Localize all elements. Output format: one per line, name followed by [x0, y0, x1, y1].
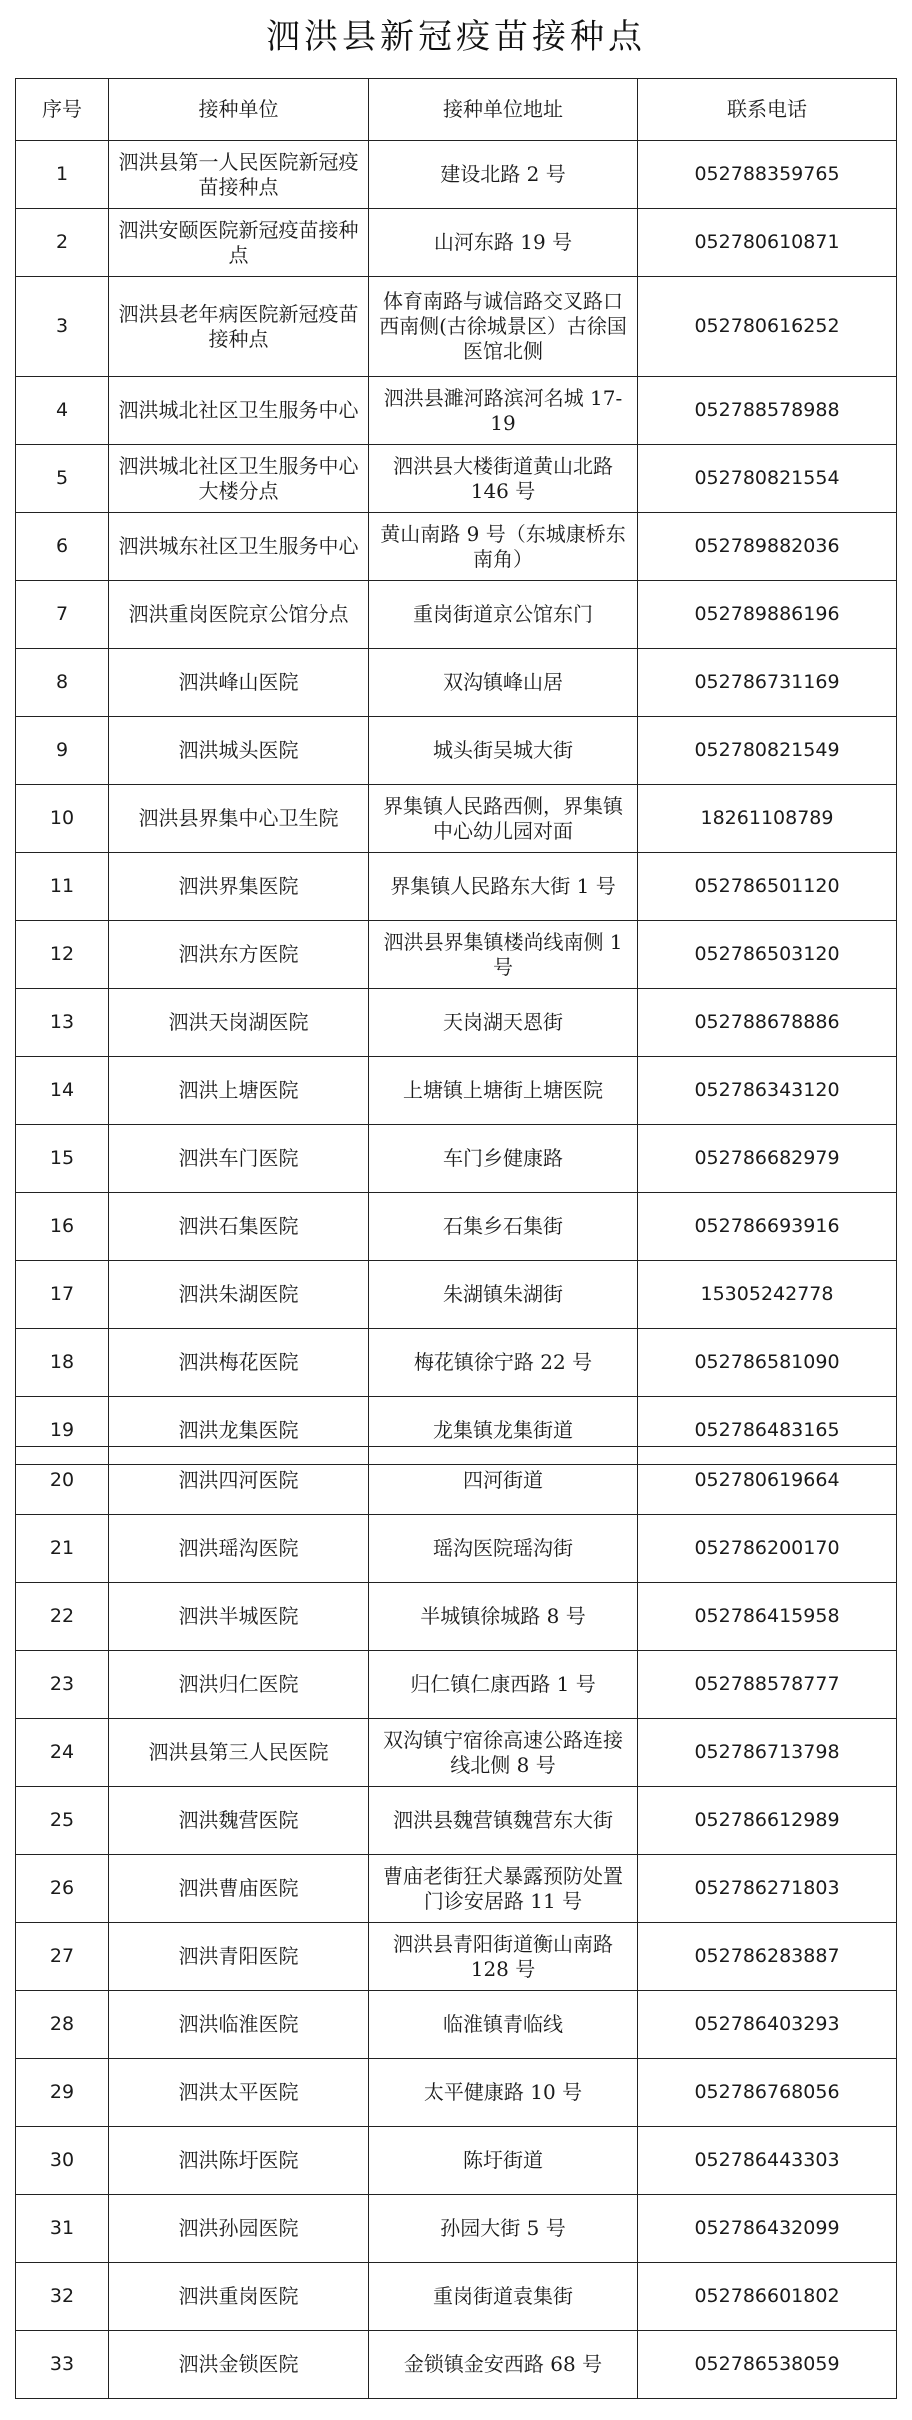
vaccination-unit-cell: 泗洪天岗湖医院 — [109, 989, 369, 1057]
vaccination-unit-cell: 泗洪魏营医院 — [109, 1787, 369, 1855]
row-number-cell: 26 — [16, 1855, 109, 1923]
vaccination-unit-cell: 泗洪城头医院 — [109, 717, 369, 785]
table-row — [16, 277, 897, 377]
vaccination-unit-cell: 泗洪青阳医院 — [109, 1923, 369, 1991]
table-row — [16, 2127, 897, 2195]
row-number-cell: 18 — [16, 1329, 109, 1397]
row-number-cell: 16 — [16, 1193, 109, 1261]
phone-number-cell: 052786581090 — [638, 1329, 897, 1397]
row-number-cell: 21 — [16, 1515, 109, 1583]
phone-number-cell: 052786503120 — [638, 921, 897, 989]
vaccination-unit-cell: 泗洪县第三人民医院 — [109, 1719, 369, 1787]
phone-number-cell: 052788578988 — [638, 377, 897, 445]
vaccination-unit-cell: 泗洪界集医院 — [109, 853, 369, 921]
vaccination-unit-cell: 泗洪龙集医院 — [109, 1397, 369, 1465]
row-number-cell: 31 — [16, 2195, 109, 2263]
table-row — [16, 1515, 897, 1583]
table-row — [16, 853, 897, 921]
vaccination-sites-table-part1 — [15, 78, 897, 1465]
unit-address-cell: 陈圩街道 — [369, 2127, 638, 2195]
row-number-cell: 33 — [16, 2331, 109, 2399]
row-number-cell: 8 — [16, 649, 109, 717]
table-row — [16, 2059, 897, 2127]
vaccination-unit-cell: 泗洪上塘医院 — [109, 1057, 369, 1125]
header-unit: 接种单位 — [109, 79, 369, 141]
table-row — [16, 141, 897, 209]
row-number-cell: 24 — [16, 1719, 109, 1787]
row-number-cell: 19 — [16, 1397, 109, 1465]
unit-address-cell: 石集乡石集街 — [369, 1193, 638, 1261]
table-row — [16, 1261, 897, 1329]
unit-address-cell: 双沟镇宁宿徐高速公路连接线北侧 8 号 — [369, 1719, 638, 1787]
table-row — [16, 445, 897, 513]
unit-address-cell: 重岗街道京公馆东门 — [369, 581, 638, 649]
phone-number-cell: 15305242778 — [638, 1261, 897, 1329]
phone-number-cell: 052789886196 — [638, 581, 897, 649]
vaccination-unit-cell: 泗洪县界集中心卫生院 — [109, 785, 369, 853]
table-row — [16, 1923, 897, 1991]
vaccination-sites-table-part2 — [15, 1446, 897, 2399]
unit-address-cell: 车门乡健康路 — [369, 1125, 638, 1193]
unit-address-cell: 金锁镇金安西路 68 号 — [369, 2331, 638, 2399]
table-row — [16, 989, 897, 1057]
table-row — [16, 377, 897, 445]
row-number-cell: 2 — [16, 209, 109, 277]
row-number-cell: 6 — [16, 513, 109, 581]
row-number-cell: 3 — [16, 277, 109, 377]
vaccination-unit-cell: 泗洪四河医院 — [109, 1447, 369, 1515]
row-number-cell: 11 — [16, 853, 109, 921]
phone-number-cell: 052786731169 — [638, 649, 897, 717]
unit-address-cell: 太平健康路 10 号 — [369, 2059, 638, 2127]
unit-address-cell: 半城镇徐城路 8 号 — [369, 1583, 638, 1651]
row-number-cell: 30 — [16, 2127, 109, 2195]
table-row — [16, 2331, 897, 2399]
table-row — [16, 2195, 897, 2263]
phone-number-cell: 052788578777 — [638, 1651, 897, 1719]
phone-number-cell: 052780821549 — [638, 717, 897, 785]
unit-address-cell: 泗洪县大楼街道黄山北路 146 号 — [369, 445, 638, 513]
row-number-cell: 17 — [16, 1261, 109, 1329]
vaccination-unit-cell: 泗洪半城医院 — [109, 1583, 369, 1651]
vaccination-unit-cell: 泗洪太平医院 — [109, 2059, 369, 2127]
unit-address-cell: 临淮镇青临线 — [369, 1991, 638, 2059]
phone-number-cell: 052786443303 — [638, 2127, 897, 2195]
unit-address-cell: 龙集镇龙集街道 — [369, 1397, 638, 1465]
vaccination-unit-cell: 泗洪金锁医院 — [109, 2331, 369, 2399]
phone-number-cell: 052786682979 — [638, 1125, 897, 1193]
vaccination-unit-cell: 泗洪梅花医院 — [109, 1329, 369, 1397]
phone-number-cell: 052786612989 — [638, 1787, 897, 1855]
unit-address-cell: 瑶沟医院瑶沟街 — [369, 1515, 638, 1583]
phone-number-cell: 052786483165 — [638, 1397, 897, 1465]
table-row — [16, 581, 897, 649]
unit-address-cell: 山河东路 19 号 — [369, 209, 638, 277]
header-number: 序号 — [16, 79, 109, 141]
table-row — [16, 1193, 897, 1261]
phone-number-cell: 052786200170 — [638, 1515, 897, 1583]
table-row — [16, 1991, 897, 2059]
row-number-cell: 9 — [16, 717, 109, 785]
unit-address-cell: 天岗湖天恩街 — [369, 989, 638, 1057]
row-number-cell: 32 — [16, 2263, 109, 2331]
row-number-cell: 10 — [16, 785, 109, 853]
row-number-cell: 23 — [16, 1651, 109, 1719]
vaccination-unit-cell: 泗洪东方医院 — [109, 921, 369, 989]
vaccination-unit-cell: 泗洪归仁医院 — [109, 1651, 369, 1719]
phone-number-cell: 052788359765 — [638, 141, 897, 209]
vaccination-unit-cell: 泗洪县第一人民医院新冠疫苗接种点 — [109, 141, 369, 209]
unit-address-cell: 曹庙老街狂犬暴露预防处置门诊安居路 11 号 — [369, 1855, 638, 1923]
phone-number-cell: 052780821554 — [638, 445, 897, 513]
vaccination-unit-cell: 泗洪城北社区卫生服务中心大楼分点 — [109, 445, 369, 513]
row-number-cell: 12 — [16, 921, 109, 989]
phone-number-cell: 052786403293 — [638, 1991, 897, 2059]
unit-address-cell: 朱湖镇朱湖街 — [369, 1261, 638, 1329]
unit-address-cell: 梅花镇徐宁路 22 号 — [369, 1329, 638, 1397]
unit-address-cell: 孙园大街 5 号 — [369, 2195, 638, 2263]
unit-address-cell: 泗洪县魏营镇魏营东大街 — [369, 1787, 638, 1855]
phone-number-cell: 052780619664 — [638, 1447, 897, 1515]
unit-address-cell: 界集镇人民路东大街 1 号 — [369, 853, 638, 921]
row-number-cell: 13 — [16, 989, 109, 1057]
vaccination-unit-cell: 泗洪重岗医院 — [109, 2263, 369, 2331]
phone-number-cell: 052780610871 — [638, 209, 897, 277]
unit-address-cell: 建设北路 2 号 — [369, 141, 638, 209]
phone-number-cell: 052788678886 — [638, 989, 897, 1057]
table-row — [16, 1787, 897, 1855]
phone-number-cell: 052786713798 — [638, 1719, 897, 1787]
phone-number-cell: 18261108789 — [638, 785, 897, 853]
vaccination-unit-cell: 泗洪重岗医院京公馆分点 — [109, 581, 369, 649]
table-row — [16, 2263, 897, 2331]
table-row — [16, 1125, 897, 1193]
row-number-cell: 5 — [16, 445, 109, 513]
phone-number-cell: 052780616252 — [638, 277, 897, 377]
unit-address-cell: 黄山南路 9 号（东城康桥东南角） — [369, 513, 638, 581]
row-number-cell: 15 — [16, 1125, 109, 1193]
vaccination-unit-cell: 泗洪城北社区卫生服务中心 — [109, 377, 369, 445]
phone-number-cell: 052786768056 — [638, 2059, 897, 2127]
row-number-cell: 22 — [16, 1583, 109, 1651]
phone-number-cell: 052786271803 — [638, 1855, 897, 1923]
table-row — [16, 513, 897, 581]
unit-address-cell: 上塘镇上塘街上塘医院 — [369, 1057, 638, 1125]
phone-number-cell: 052789882036 — [638, 513, 897, 581]
row-number-cell: 20 — [16, 1447, 109, 1515]
table-row — [16, 1583, 897, 1651]
unit-address-cell: 四河街道 — [369, 1447, 638, 1515]
unit-address-cell: 重岗街道袁集街 — [369, 2263, 638, 2331]
phone-number-cell: 052786501120 — [638, 853, 897, 921]
phone-number-cell: 052786538059 — [638, 2331, 897, 2399]
phone-number-cell: 052786601802 — [638, 2263, 897, 2331]
vaccination-unit-cell: 泗洪陈圩医院 — [109, 2127, 369, 2195]
table-row — [16, 785, 897, 853]
table-row — [16, 1057, 897, 1125]
table-row — [16, 1447, 897, 1515]
vaccination-unit-cell: 泗洪安颐医院新冠疫苗接种点 — [109, 209, 369, 277]
row-number-cell: 27 — [16, 1923, 109, 1991]
phone-number-cell: 052786415958 — [638, 1583, 897, 1651]
phone-number-cell: 052786693916 — [638, 1193, 897, 1261]
unit-address-cell: 泗洪县濉河路滨河名城 17-19 — [369, 377, 638, 445]
vaccination-unit-cell: 泗洪瑶沟医院 — [109, 1515, 369, 1583]
vaccination-unit-cell: 泗洪车门医院 — [109, 1125, 369, 1193]
vaccination-unit-cell: 泗洪县老年病医院新冠疫苗接种点 — [109, 277, 369, 377]
row-number-cell: 25 — [16, 1787, 109, 1855]
vaccination-unit-cell: 泗洪临淮医院 — [109, 1991, 369, 2059]
unit-address-cell: 城头街吴城大街 — [369, 717, 638, 785]
vaccination-unit-cell: 泗洪城东社区卫生服务中心 — [109, 513, 369, 581]
vaccination-unit-cell: 泗洪曹庙医院 — [109, 1855, 369, 1923]
page-title: 泗洪县新冠疫苗接种点 — [266, 17, 646, 57]
row-number-cell: 28 — [16, 1991, 109, 2059]
unit-address-cell: 界集镇人民路西侧，界集镇中心幼儿园对面 — [369, 785, 638, 853]
table-row — [16, 1719, 897, 1787]
table-row — [16, 1855, 897, 1923]
vaccination-unit-cell: 泗洪朱湖医院 — [109, 1261, 369, 1329]
row-number-cell: 7 — [16, 581, 109, 649]
table-row — [16, 921, 897, 989]
header-address: 接种单位地址 — [369, 79, 638, 141]
table-row — [16, 1651, 897, 1719]
vaccination-unit-cell: 泗洪孙园医院 — [109, 2195, 369, 2263]
row-number-cell: 29 — [16, 2059, 109, 2127]
unit-address-cell: 双沟镇峰山居 — [369, 649, 638, 717]
row-number-cell: 14 — [16, 1057, 109, 1125]
vaccination-unit-cell: 泗洪石集医院 — [109, 1193, 369, 1261]
header-phone: 联系电话 — [638, 79, 897, 141]
table-row — [16, 1329, 897, 1397]
unit-address-cell: 泗洪县青阳街道衡山南路 128 号 — [369, 1923, 638, 1991]
table-row — [16, 717, 897, 785]
table-row — [16, 649, 897, 717]
unit-address-cell: 归仁镇仁康西路 1 号 — [369, 1651, 638, 1719]
phone-number-cell: 052786343120 — [638, 1057, 897, 1125]
table-header-row — [16, 79, 897, 141]
phone-number-cell: 052786432099 — [638, 2195, 897, 2263]
table-row — [16, 209, 897, 277]
row-number-cell: 1 — [16, 141, 109, 209]
row-number-cell: 4 — [16, 377, 109, 445]
unit-address-cell: 泗洪县界集镇楼尚线南侧 1 号 — [369, 921, 638, 989]
phone-number-cell: 052786283887 — [638, 1923, 897, 1991]
unit-address-cell: 体育南路与诚信路交叉路口西南侧(古徐城景区）古徐国医馆北侧 — [369, 277, 638, 377]
vaccination-unit-cell: 泗洪峰山医院 — [109, 649, 369, 717]
